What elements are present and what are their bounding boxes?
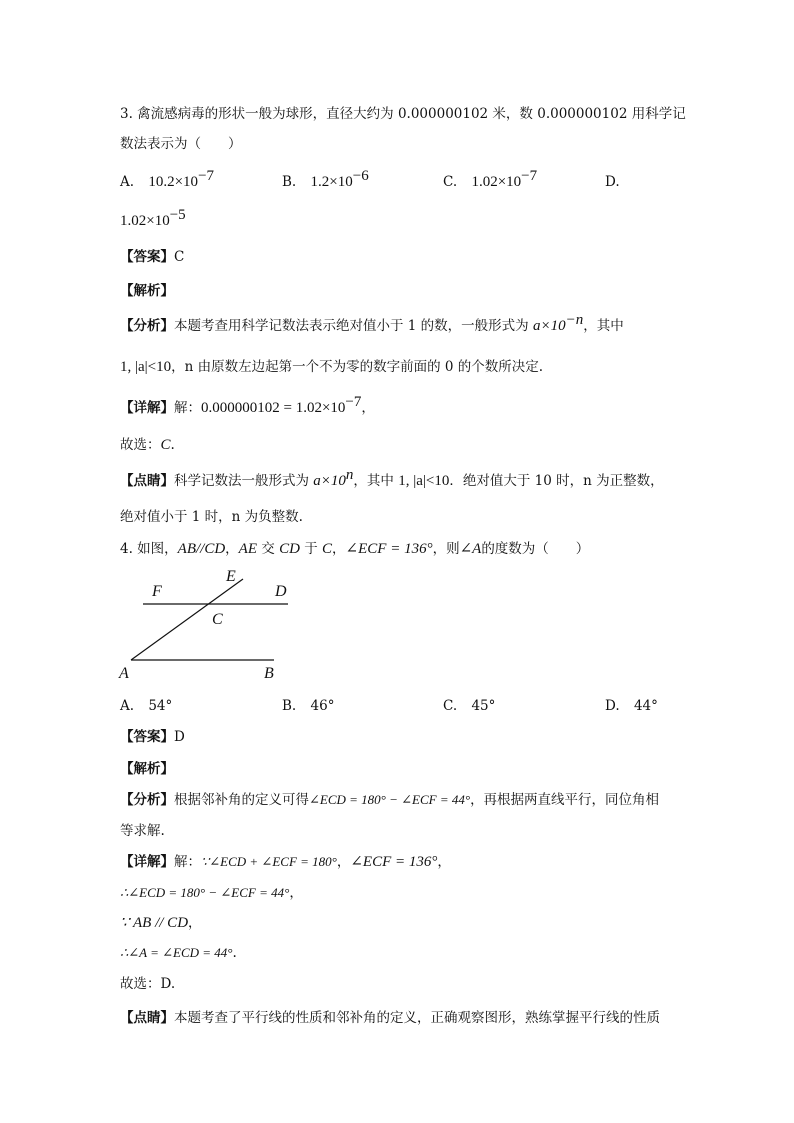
fenxi-math: ∠ECD = 180° − ∠ECF = 44° bbox=[309, 792, 471, 807]
step1-math: ∵∠ECD + ∠ECF = 180° bbox=[201, 854, 337, 869]
xiangjie-text: 解： bbox=[174, 854, 201, 870]
xiangjie-end: ， bbox=[361, 400, 375, 416]
stem-math: AB//CD bbox=[177, 541, 226, 557]
q4-option-a bbox=[120, 696, 172, 716]
q4-answer bbox=[120, 727, 185, 747]
q4-fenxi bbox=[120, 790, 659, 810]
q3-fenxi bbox=[120, 312, 624, 336]
dianjing-text2: ，其中 bbox=[353, 473, 399, 489]
fenxi-math: a×10 bbox=[532, 318, 566, 334]
option-label: A. bbox=[120, 174, 135, 190]
stem-math: ∠ECF = 136° bbox=[345, 541, 433, 557]
xiangjie-tag: 【详解】 bbox=[120, 400, 174, 416]
option-label: B. bbox=[282, 698, 297, 714]
option-value: 1.02×10 bbox=[120, 213, 170, 229]
xiangjie-exponent: −7 bbox=[345, 394, 362, 410]
q3-answer bbox=[120, 247, 184, 267]
q4-dianjing bbox=[120, 1008, 660, 1028]
xiangjie-tag: 【详解】 bbox=[120, 854, 174, 870]
option-exponent: −6 bbox=[352, 168, 369, 184]
q4-figure bbox=[110, 565, 310, 685]
stem-math: AE bbox=[238, 541, 257, 557]
dianjing-text: 科学记数法一般形式为 bbox=[174, 473, 314, 489]
answer-tag: 【答案】 bbox=[120, 249, 174, 265]
guxuan-end: . bbox=[170, 437, 175, 453]
stem-math: ∠A bbox=[459, 541, 482, 557]
guxuan-text: 故选： bbox=[120, 437, 161, 453]
q4-step3 bbox=[120, 913, 202, 933]
dianjing-tag: 【点睛】 bbox=[120, 1010, 174, 1026]
q3-guxuan bbox=[120, 435, 175, 455]
q4-guxuan: 故选：D. bbox=[120, 976, 176, 992]
option-value: 10.2×10 bbox=[148, 174, 199, 190]
step1-sep: ， bbox=[336, 854, 351, 870]
stem-text: ， bbox=[332, 541, 346, 557]
q4-fenxi-line2: 等求解. bbox=[120, 823, 165, 839]
q3-option-c bbox=[443, 168, 538, 192]
dianjing-text: 本题考查了平行线的性质和邻补角的定义，正确观察图形，熟练掌握平行线的性质 bbox=[174, 1010, 660, 1026]
step3-end: ， bbox=[188, 915, 202, 931]
stem-text: ， bbox=[225, 541, 239, 557]
fenxi-text: 本题考查用科学记数法表示绝对值小于 1 的数，一般形式为 bbox=[174, 318, 533, 334]
stem-text: 的度数为（ ） bbox=[481, 541, 590, 557]
q3-stem-line2: 数法表示为（ ） bbox=[120, 136, 242, 152]
q4-option-c bbox=[443, 696, 495, 716]
option-exponent: −7 bbox=[521, 168, 538, 184]
q4-analysis-heading: 【解析】 bbox=[120, 761, 174, 777]
step3-math: ∵ AB // CD bbox=[120, 915, 189, 931]
option-value: 54° bbox=[148, 698, 173, 714]
fenxi-line2-text: ，n 由原数左边起第一个不为零的数字前面的 0 的个数所决定. bbox=[171, 359, 544, 375]
q3-option-d-label: D. bbox=[605, 174, 620, 190]
stem-math: C bbox=[322, 541, 333, 557]
option-label: B. bbox=[282, 174, 297, 190]
q4-xiangjie bbox=[120, 852, 451, 872]
option-value: 46° bbox=[310, 698, 335, 714]
option-label: A. bbox=[120, 698, 135, 714]
dianjing-tag: 【点睛】 bbox=[120, 473, 174, 489]
q3-analysis-heading: 【解析】 bbox=[120, 283, 174, 299]
xiangjie-text: 解： bbox=[174, 400, 201, 416]
fenxi-text-end: ，其中 bbox=[583, 318, 624, 334]
fenxi-text-end: ，再根据两直线平行，同位角相 bbox=[470, 792, 660, 808]
stem-text: 于 bbox=[299, 541, 323, 557]
q4-stem bbox=[120, 539, 589, 559]
option-value: 1.02×10 bbox=[471, 174, 522, 190]
line-ae bbox=[131, 579, 243, 660]
label-c: C bbox=[212, 611, 223, 628]
step1-end: ， bbox=[437, 854, 451, 870]
option-value: 44° bbox=[633, 698, 658, 714]
answer-value: C bbox=[174, 249, 185, 265]
label-f: F bbox=[152, 583, 162, 600]
step2-math: ∴∠ECD = 180° − ∠ECF = 44° bbox=[120, 885, 290, 900]
dianjing-math2: 1, |a|<10 bbox=[398, 473, 450, 489]
label-e: E bbox=[226, 568, 236, 585]
stem-math: CD bbox=[279, 541, 300, 557]
fenxi-text: 根据邻补角的定义可得 bbox=[174, 792, 309, 808]
q3-fenxi-line2 bbox=[120, 357, 543, 377]
dianjing-exponent: n bbox=[345, 467, 354, 483]
dianjing-math: a×10 bbox=[313, 473, 346, 489]
q3-option-a bbox=[120, 168, 215, 192]
step1-math2: ∠ECF = 136° bbox=[350, 854, 438, 870]
q3-xiangjie bbox=[120, 394, 375, 418]
label-a: A bbox=[119, 665, 129, 682]
q4-option-b bbox=[282, 696, 334, 716]
xiangjie-math: 0.000000102 = 1.02×10 bbox=[201, 400, 346, 416]
q3-dianjing-line2: 绝对值小于 1 时，n 为负整数. bbox=[120, 509, 303, 525]
q4-option-d bbox=[605, 696, 658, 716]
label-b: B bbox=[264, 665, 274, 682]
fenxi-tag: 【分析】 bbox=[120, 792, 174, 808]
option-label: D. bbox=[605, 698, 620, 714]
option-label: C. bbox=[443, 698, 458, 714]
guxuan-value: C bbox=[160, 437, 171, 453]
option-value: 45° bbox=[471, 698, 496, 714]
q3-option-d bbox=[120, 207, 186, 231]
answer-value: D bbox=[174, 729, 185, 745]
answer-tag: 【答案】 bbox=[120, 729, 174, 745]
option-value: 1.2×10 bbox=[310, 174, 353, 190]
label-d: D bbox=[275, 583, 287, 600]
option-label: C. bbox=[443, 174, 458, 190]
stem-text: 交 bbox=[257, 541, 280, 557]
step4-end: . bbox=[232, 945, 237, 961]
q3-dianjing bbox=[120, 467, 664, 491]
q3-stem-line1: 3. 禽流感病毒的形状一般为球形，直径大约为 0.000000102 米，数 0.000000102 用科学记 bbox=[120, 106, 686, 122]
fenxi-tag: 【分析】 bbox=[120, 318, 174, 334]
option-exponent: −7 bbox=[198, 168, 215, 184]
step2-end: ， bbox=[289, 885, 303, 901]
dianjing-text3: ．绝对值大于 10 时，n 为正整数， bbox=[449, 473, 664, 489]
fenxi-exponent: −n bbox=[565, 312, 584, 328]
fenxi-line2-math: 1, |a|<10 bbox=[120, 359, 172, 375]
stem-text: ，则 bbox=[432, 541, 460, 557]
step4-math: ∴∠A = ∠ECD = 44° bbox=[120, 945, 233, 960]
q4-step2 bbox=[120, 883, 303, 903]
q3-option-b bbox=[282, 168, 369, 192]
stem-text: 4. 如图， bbox=[120, 541, 178, 557]
option-exponent: −5 bbox=[169, 207, 186, 223]
q4-step4 bbox=[120, 943, 237, 963]
